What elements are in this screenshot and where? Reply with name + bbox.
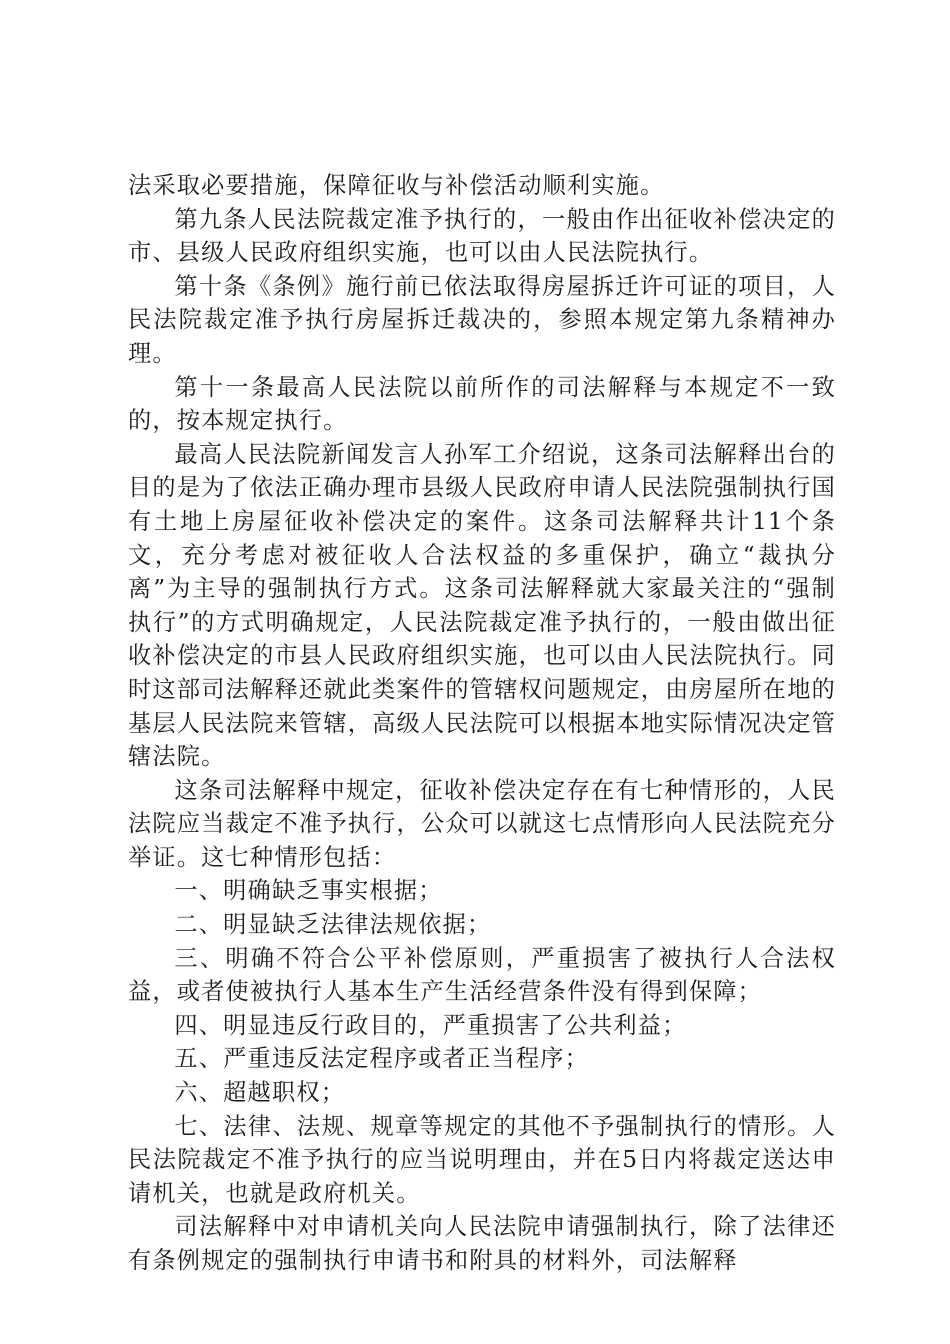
- paragraph-seven-situations: 这条司法解释中规定，征收补偿决定存在有七种情形的，人民法院应当裁定不准予执行，公众可以就这七点情形向人民法院充分举证。这七种情形包括：: [128, 776, 836, 871]
- list-item-3: 三、明确不符合公平补偿原则，严重损害了被执行人合法权益，或者使被执行人基本生产生活经营条件没有得到保障；: [128, 944, 836, 1006]
- document-body: [128, 169, 836, 1278]
- list-item-5: 五、严重违反法定程序或者正当程序；: [174, 1045, 589, 1073]
- paragraph-article-11: 第十一条最高人民法院以前所作的司法解释与本规定不一致的，按本规定执行。: [128, 373, 836, 435]
- list-item-6: 六、超越职权；: [174, 1079, 346, 1107]
- list-item-1: 一、明确缺乏事实根据；: [174, 877, 443, 905]
- paragraph-article-9: 第九条人民法院裁定准予执行的，一般由作出征收补偿决定的市、县级人民政府组织实施，也可以由人民法院执行。: [128, 205, 836, 267]
- paragraph-article-10: 第十条《条例》施行前已依法取得房屋拆迁许可证的项目，人民法院裁定准予执行房屋拆迁裁决的，参照本规定第九条精神办理。: [128, 272, 836, 367]
- list-item-2: 二、明显缺乏法律法规依据；: [174, 911, 492, 939]
- list-item-7: 七、法律、法规、规章等规定的其他不予强制执行的情形。人民法院裁定不准予执行的应当说明理由，并在5日内将裁定送达申请机关，也就是政府机关。: [128, 1112, 836, 1207]
- paragraph-1: 法采取必要措施，保障征收与补偿活动顺利实施。: [128, 172, 665, 199]
- list-item-4: 四、明显违反行政目的，严重损害了公共利益；: [174, 1011, 687, 1039]
- paragraph-spokesperson: 最高人民法院新闻发言人孙军工介绍说，这条司法解释出台的目的是为了依法正确办理市县级人民政府申请人民法院强制执行国有土地上房屋征收补偿决定的案件。这条司法解释共计11个条文，充分考虑对被征收人合法权益的多重保护，确立“裁执分离”为主导的强制执行方式。这条司法解释就大家最关注的“强制执行”的方式明确规定，人民法院裁定准予执行的，一般由做出征收补偿决定的市县人民政府组织实施，也可以由人民法院执行。同时这部司法解释还就此类案件的管辖权问题规定，由房屋所在地的基层人民法院来管辖，高级人民法院可以根据本地实际情况决定管辖法院。: [128, 440, 836, 771]
- paragraph-application: 司法解释中对申请机关向人民法院申请强制执行，除了法律还有条例规定的强制执行申请书和附具的材料外，司法解释: [128, 1213, 836, 1274]
